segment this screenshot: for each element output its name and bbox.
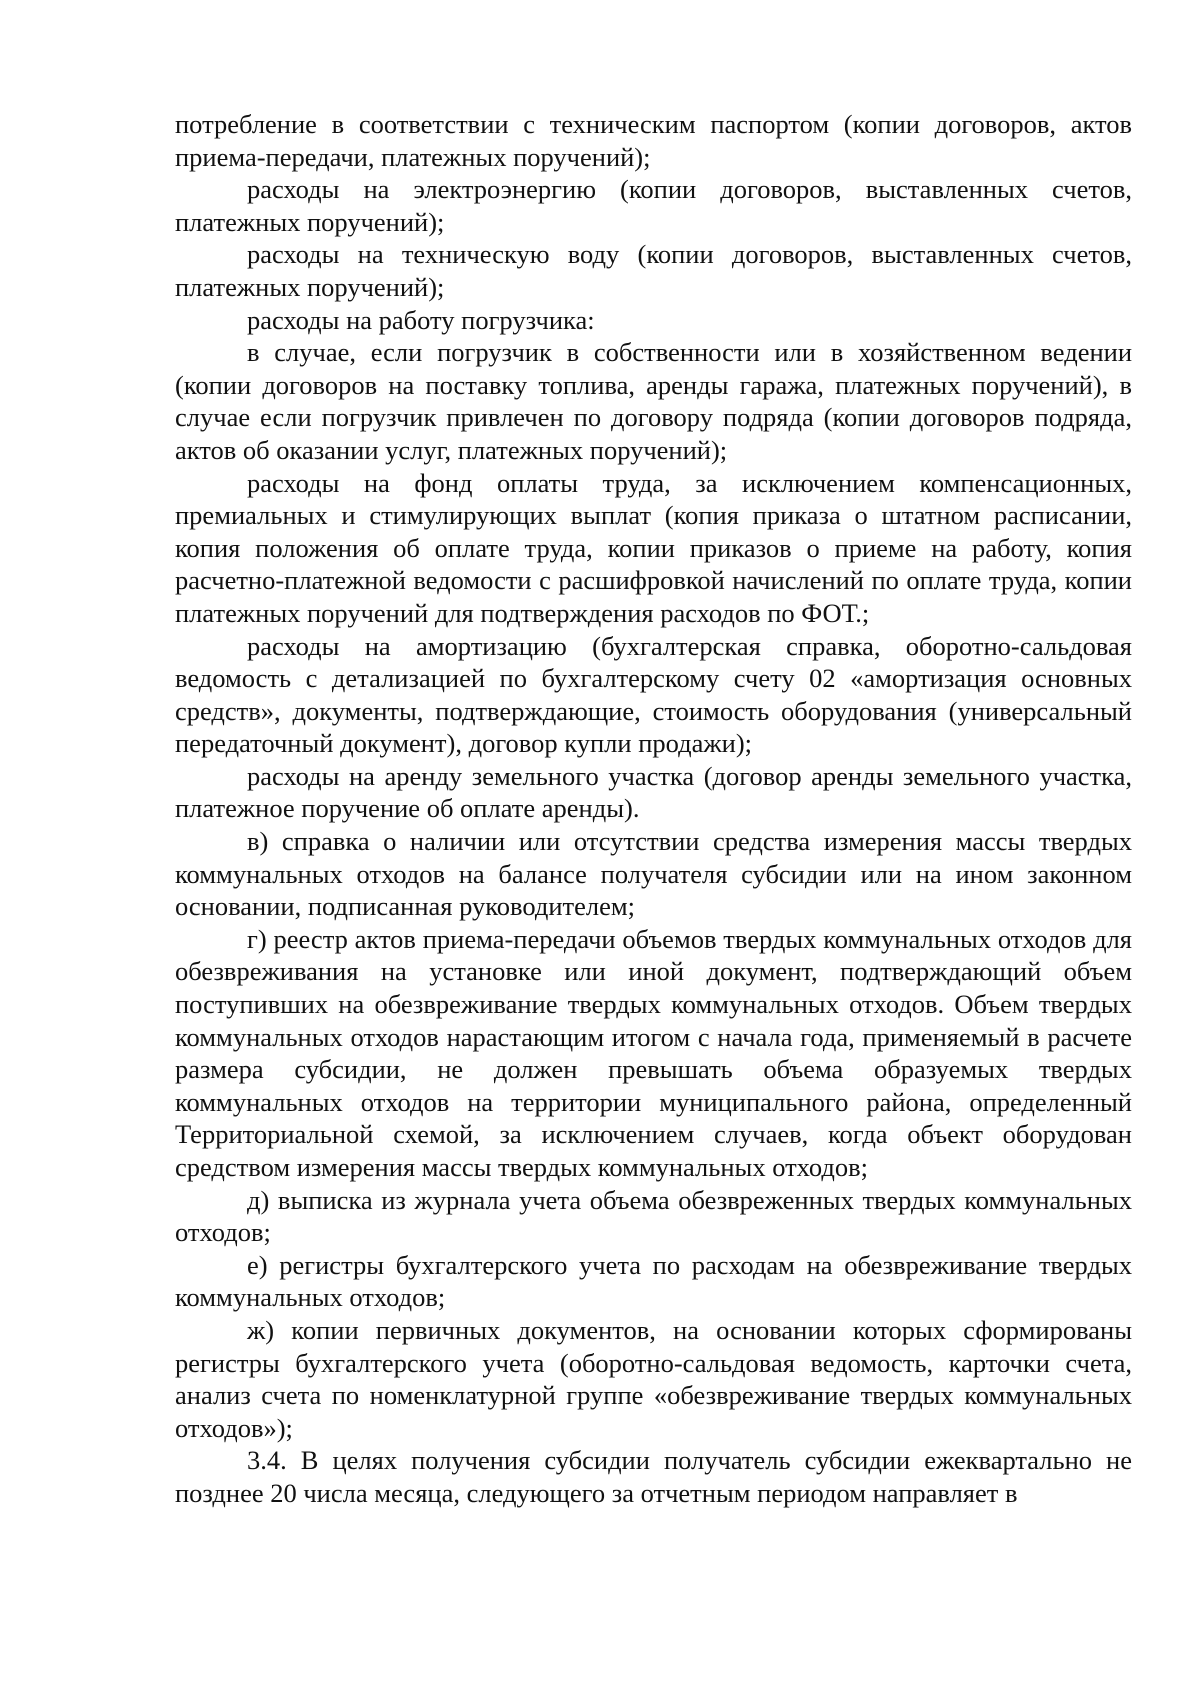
paragraph-5: в случае, если погрузчик в собственности или в хозяйственном ведении (копии договоров на поставку топлива, аренды гаража, платежных поручений), в случае если погрузчик привлечен по договору подряда (копии договоров подряда, актов об оказании услуг, платежных поручений); [175, 337, 1132, 465]
paragraph-12: е) регистры бухгалтерского учета по расходам на обезвреживание твердых коммунальных отходов; [175, 1249, 1132, 1313]
paragraph-14: 3.4. В целях получения субсидии получатель субсидии ежеквартально не позднее 20 числа месяца, следующего за отчетным периодом направляет в [175, 1445, 1132, 1508]
paragraph-7: расходы на амортизацию (бухгалтерская справка, оборотно-сальдовая ведомость с детализацией по бухгалтерскому счету 02 «амортизация основных средств», документы, подтверждающие, стоимость оборудования (универсальный передаточный документ), договор купли продажи); [175, 630, 1132, 759]
document-page [175, 108, 1132, 1510]
paragraph-1: потребление в соответствии с техническим паспортом (копии договоров, актов приема-передачи, платежных поручений); [175, 109, 1132, 172]
paragraph-2: расходы на электроэнергию (копии договоров, выставленных счетов, платежных поручений); [175, 174, 1132, 237]
paragraph-4: расходы на работу погрузчика: [247, 304, 595, 335]
paragraph-13: ж) копии первичных документов, на основании которых сформированы регистры бухгалтерского учета (оборотно-сальдовая ведомость, карточки счета, анализ счета по номенклатурной группе «обезвреживание твердых коммунальных отходов»); [175, 1314, 1132, 1443]
paragraph-11: д) выписка из журнала учета объема обезвреженных твердых коммунальных отходов; [175, 1184, 1132, 1248]
paragraph-6: расходы на фонд оплаты труда, за исключением компенсационных, премиальных и стимулирующих выплат (копия приказа о штатном расписании, копия положения об оплате труда, копии приказов о приеме на работу, копия расчетно-платежной ведомости с расшифровкой начислений по оплате труда, копии платежных поручений для подтверждения расходов по ФОТ.; [175, 467, 1132, 628]
paragraph-10: г) реестр актов приема-передачи объемов твердых коммунальных отходов для обезвреживания на установке или иной документ, подтверждающий объем поступивших на обезвреживание твердых коммунальных отходов. Объем твердых коммунальных отходов нарастающим итогом с начала года, применяемый в расчете размера субсидии, не должен превышать объема образуемых твердых коммунальных отходов на территории муниципального района, определенный Территориальной схемой, за исключением случаев, когда объект оборудован средством измерения массы твердых коммунальных отходов; [175, 923, 1132, 1182]
paragraph-8: расходы на аренду земельного участка (договор аренды земельного участка, платежное поручение об оплате аренды). [175, 760, 1132, 824]
paragraph-3: расходы на техническую воду (копии договоров, выставленных счетов, платежных поручений); [175, 239, 1132, 302]
paragraph-9: в) справка о наличии или отсутствии средства измерения массы твердых коммунальных отходов на балансе получателя субсидии или на ином законном основании, подписанная руководителем; [175, 826, 1132, 922]
